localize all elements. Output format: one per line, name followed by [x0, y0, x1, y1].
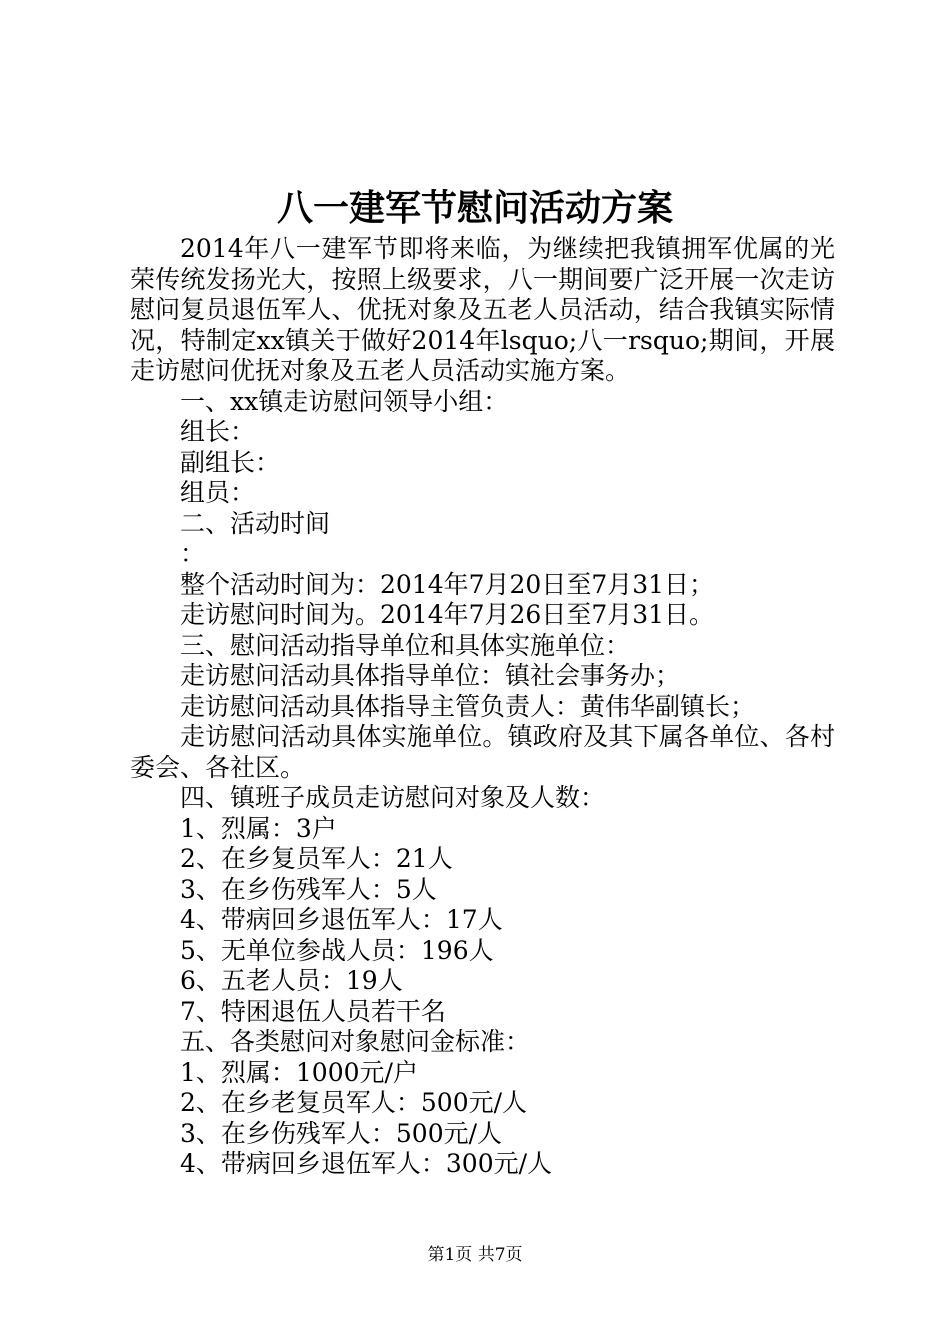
guide-leader-line: 走访慰问活动具体指导主管负责人：黄伟华副镇长； [180, 691, 756, 721]
document-body [130, 234, 835, 1180]
section-1-heading: 一、xx镇走访慰问领导小组： [180, 386, 509, 416]
intro-paragraph: 2014年八一建军节即将来临，为继续把我镇拥军优属的光荣传统发扬光大，按照上级要求，八一期间要广泛开展一次走访慰问复员退伍军人、优抚对象及五老人员活动，结合我镇实际情况，特制定xx镇关于做好2014年lsquo;八一rsquo;期间，开展走访慰问优抚对象及五老人员活动实施方案。 [130, 234, 835, 385]
page-footer: 第1页 共7页 [427, 1245, 523, 1265]
leader-line: 组长： [180, 417, 256, 446]
section-5-heading: 五、各类慰问对象慰问金标准： [180, 1027, 531, 1056]
visit-time-line: 走访慰问时间为。2014年7月26日至7月31日。 [180, 600, 715, 629]
section-2-colon: ： [180, 539, 206, 568]
document-title: 八一建军节慰问活动方案 [276, 187, 673, 229]
list-item: 7、特困退伍人员若干名 [180, 996, 446, 1026]
list-item: 4、带病回乡退伍军人：17人 [180, 905, 503, 934]
list-item: 1、烈属：3户 [180, 813, 337, 843]
members-line: 组员： [180, 478, 256, 507]
list-item: 2、在乡老复员军人：500元/人 [180, 1088, 528, 1117]
section-4-heading: 四、镇班子成员走访慰问对象及人数： [180, 783, 606, 812]
list-item: 6、五老人员：19人 [180, 966, 403, 995]
list-item: 3、在乡伤残军人：500元/人 [180, 1118, 503, 1148]
list-item: 5、无单位参战人员：196人 [180, 935, 494, 965]
guide-unit-line: 走访慰问活动具体指导单位：镇社会事务办； [180, 661, 681, 690]
list-item: 1、烈属：1000元/户 [180, 1057, 418, 1087]
deputy-leader-line: 副组长： [180, 447, 281, 477]
overall-time-line: 整个活动时间为：2014年7月20日至7月31日； [180, 569, 715, 599]
list-item: 2、在乡复员军人：21人 [180, 844, 453, 873]
list-item: 3、在乡伤残军人：5人 [180, 874, 437, 904]
section-2-heading: 二、活动时间 [180, 508, 331, 538]
list-item: 4、带病回乡退伍军人：300元/人 [180, 1149, 553, 1178]
impl-unit-paragraph: 走访慰问活动具体实施单位。镇政府及其下属各单位、各村委会、各社区。 [130, 722, 835, 782]
section-3-heading: 三、慰问活动指导单位和具体实施单位： [180, 630, 631, 660]
